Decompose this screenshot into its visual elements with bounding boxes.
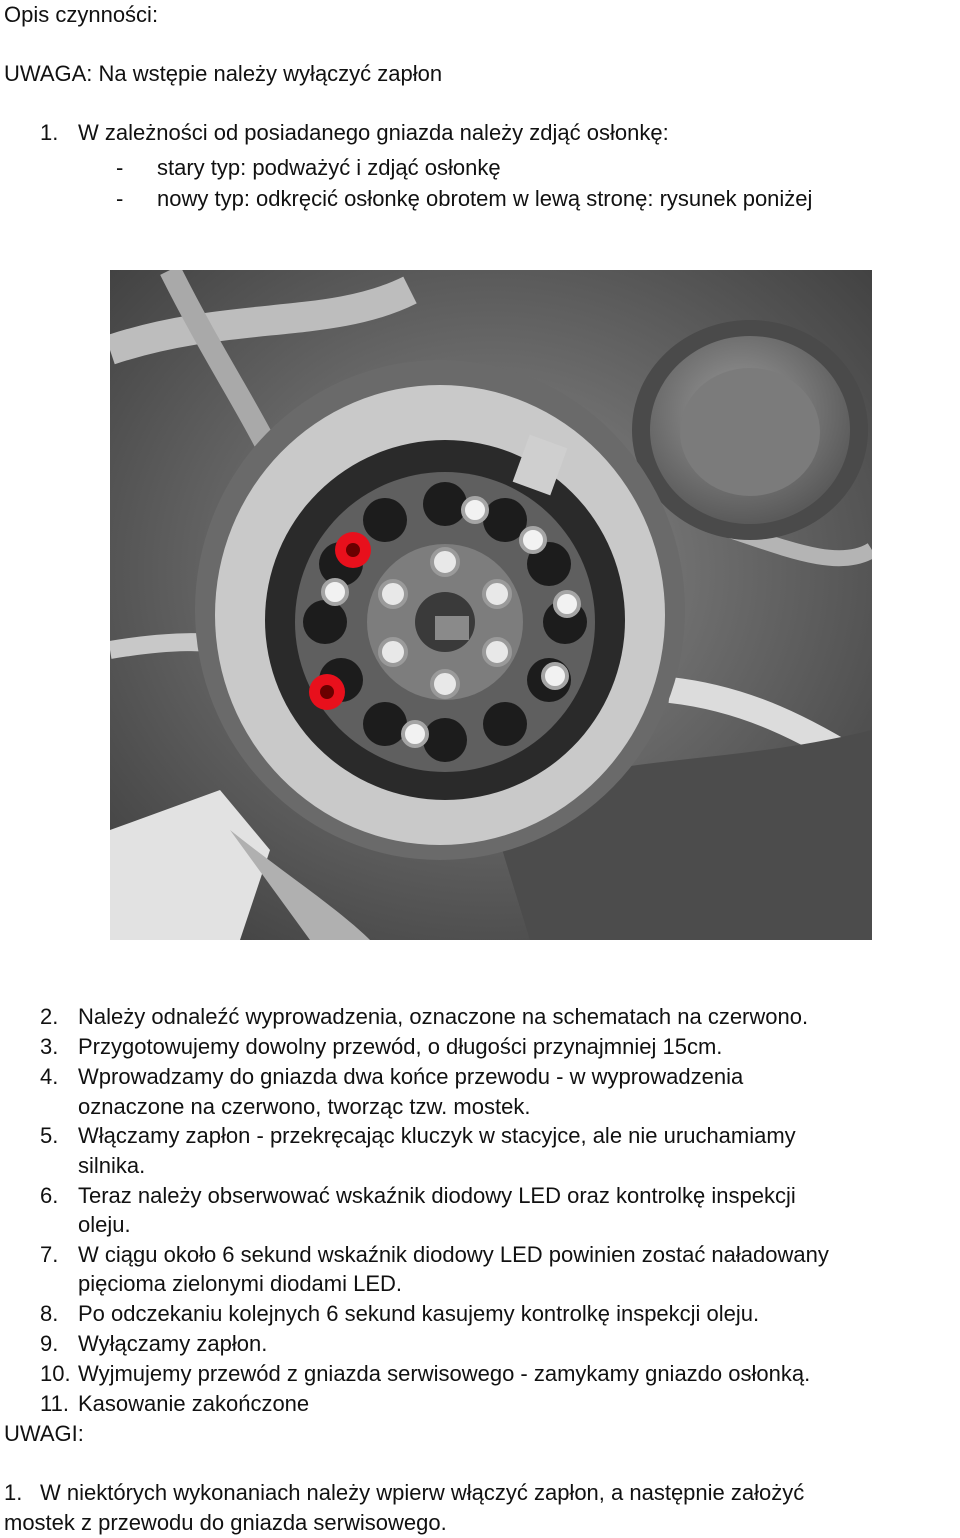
warning-text: UWAGA: Na wstępie należy wyłączyć zapłon: [4, 61, 443, 86]
step-8-number: 8.: [40, 1301, 59, 1326]
step-9-number: 9.: [40, 1331, 59, 1356]
socket-photo: [110, 270, 872, 940]
step-6-number: 6.: [40, 1183, 59, 1208]
notes-heading: UWAGI:: [4, 1421, 84, 1446]
step-10-number: 10.: [40, 1361, 71, 1386]
step-2-text: Należy odnaleźć wyprowadzenia, oznaczone na schematach na czerwono.: [78, 1004, 809, 1029]
substep-dash: -: [116, 186, 124, 211]
step-1-number: 1.: [40, 120, 59, 145]
step-5-text-cont: silnika.: [78, 1153, 146, 1178]
step-9-text: Wyłączamy zapłon.: [78, 1331, 268, 1356]
step-1-text: W zależności od posiadanego gniazda należy zdjąć osłonkę:: [78, 120, 669, 145]
substep-new-type: nowy typ: odkręcić osłonkę obrotem w lewą stronę: rysunek poniżej: [157, 186, 813, 211]
step-6-text-cont: oleju.: [78, 1212, 131, 1237]
step-4-number: 4.: [40, 1064, 59, 1089]
substep-dash: -: [116, 155, 124, 180]
substep-old-type: stary typ: podważyć i zdjąć osłonkę: [157, 155, 501, 180]
step-10-text: Wyjmujemy przewód z gniazda serwisowego - zamykamy gniazdo osłonką.: [78, 1361, 811, 1386]
step-7-text: W ciągu około 6 sekund wskaźnik diodowy LED powinien zostać naładowany: [78, 1242, 829, 1267]
step-5-number: 5.: [40, 1123, 59, 1148]
step-4-text-cont: oznaczone na czerwono, tworząc tzw. mostek.: [78, 1094, 531, 1119]
step-4-text: Wprowadzamy do gniazda dwa końce przewodu - w wyprowadzenia: [78, 1064, 744, 1089]
socket-illustration: [110, 270, 872, 940]
note-1-text-cont: mostek z przewodu do gniazda serwisowego.: [4, 1510, 447, 1535]
step-6-text: Teraz należy obserwować wskaźnik diodowy LED oraz kontrolkę inspekcji: [78, 1183, 796, 1208]
page-title: Opis czynności:: [4, 2, 159, 27]
step-11-text: Kasowanie zakończone: [78, 1391, 310, 1416]
step-7-text-cont: pięcioma zielonymi diodami LED.: [78, 1271, 403, 1296]
step-8-text: Po odczekaniu kolejnych 6 sekund kasujemy kontrolkę inspekcji oleju.: [78, 1301, 760, 1326]
step-11-number: 11.: [40, 1391, 69, 1416]
step-3-number: 3.: [40, 1034, 59, 1059]
step-2-number: 2.: [40, 1004, 59, 1029]
step-7-number: 7.: [40, 1242, 59, 1267]
note-1-number: 1.: [4, 1480, 23, 1505]
step-3-text: Przygotowujemy dowolny przewód, o długości przynajmniej 15cm.: [78, 1034, 723, 1059]
step-5-text: Włączamy zapłon - przekręcając kluczyk w stacyjce, ale nie uruchamiamy: [78, 1123, 796, 1148]
note-1-text: W niektórych wykonaniach należy wpierw włączyć zapłon, a następnie założyć: [40, 1480, 805, 1505]
